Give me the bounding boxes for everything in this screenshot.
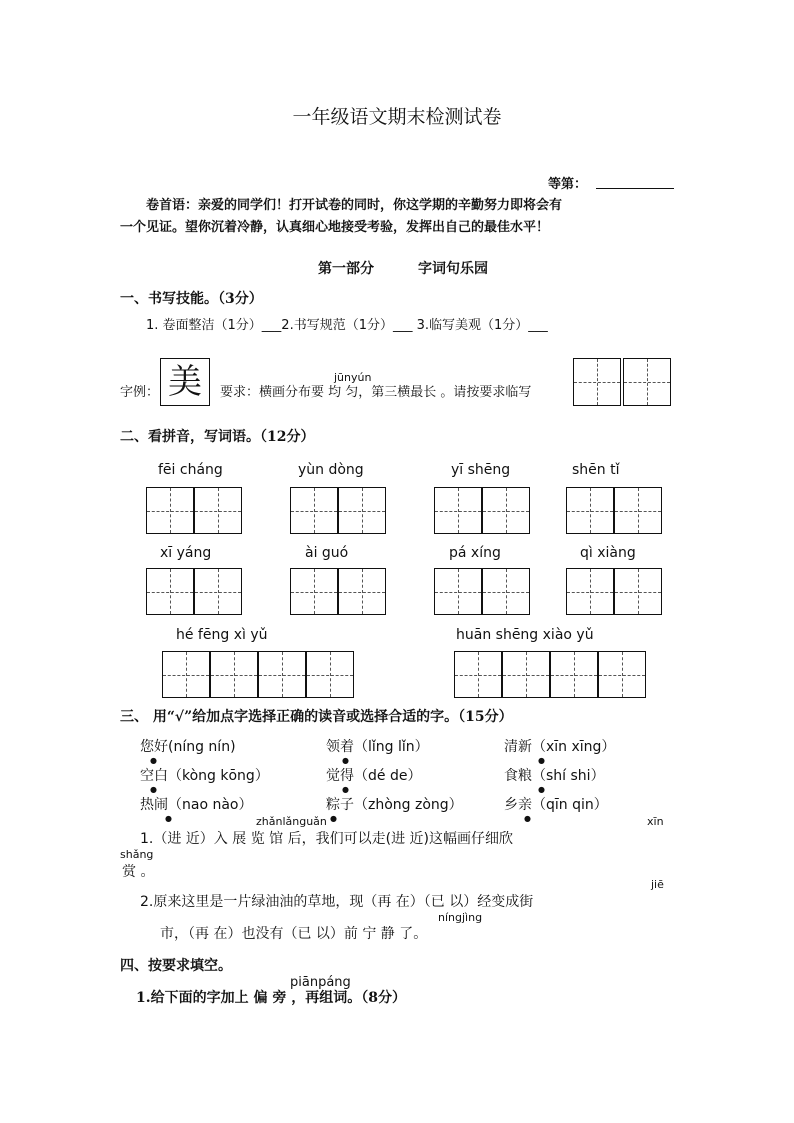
answer-box[interactable]	[598, 651, 646, 698]
emphasis-dot: ●	[538, 756, 545, 765]
sentence1-pinyin-end: xīn	[647, 815, 664, 828]
answer-box[interactable]	[482, 568, 530, 615]
choice-item: 空白（kòng kōng）	[140, 768, 269, 784]
answer-box[interactable]	[290, 568, 338, 615]
emphasis-dot: ●	[538, 785, 545, 794]
sentence-2-cont: 市，（再 在）也没有（已 以）前 宁 静 了。	[160, 926, 428, 942]
section1-heading: 一、书写技能。（3分）	[120, 291, 263, 307]
emphasis-dot: ●	[524, 814, 531, 823]
answer-box[interactable]	[434, 568, 482, 615]
pinyin-word: shēn tǐ	[572, 462, 620, 478]
section2-heading: 二、看拼音，写词语。（12分）	[120, 429, 315, 445]
answer-box[interactable]	[290, 487, 338, 534]
emphasis-dot: ●	[342, 785, 349, 794]
answer-box[interactable]	[434, 487, 482, 534]
choice-item: 热闹（nao nào）	[140, 797, 253, 813]
sentence-2: 2.原来这里是一片绿油油的草地，现（再 在）（已 以）经变成街	[140, 894, 534, 910]
answer-box[interactable]	[194, 568, 242, 615]
example-label: 字例：	[120, 385, 160, 400]
emphasis-dot: ●	[165, 814, 172, 823]
practice-box[interactable]	[573, 358, 621, 406]
sentence-1-cont: 赏 。	[122, 864, 155, 880]
answer-box[interactable]	[454, 651, 502, 698]
answer-box[interactable]	[338, 568, 386, 615]
pinyin-word: xī yáng	[160, 545, 212, 561]
grade-blank[interactable]	[596, 188, 674, 189]
answer-box[interactable]	[566, 568, 614, 615]
answer-box[interactable]	[566, 487, 614, 534]
answer-box[interactable]	[614, 487, 662, 534]
pinyin-word: pá xíng	[449, 545, 501, 561]
example-char-box: 美	[160, 358, 210, 406]
answer-box[interactable]	[482, 487, 530, 534]
answer-box[interactable]	[194, 487, 242, 534]
practice-box[interactable]	[623, 358, 671, 406]
pinyin-word: qì xiàng	[580, 545, 636, 561]
answer-box[interactable]	[306, 651, 354, 698]
emphasis-dot: ●	[330, 814, 337, 823]
pinyin-word: ài guó	[305, 545, 349, 561]
answer-box[interactable]	[146, 568, 194, 615]
answer-box[interactable]	[502, 651, 550, 698]
pinyin-word: yī shēng	[451, 462, 511, 478]
pinyin-word: fēi cháng	[158, 462, 223, 478]
answer-box[interactable]	[210, 651, 258, 698]
sentence2-cont-pinyin: níngjìng	[438, 911, 483, 924]
choice-item: 食粮（shí shi）	[504, 768, 605, 784]
intro-line-1: 卷首语：亲爱的同学们！打开试卷的同时，你这学期的辛勤努力即将会有	[146, 198, 563, 213]
answer-box[interactable]	[258, 651, 306, 698]
sentence1-pinyin: zhǎnlǎnguǎn	[256, 815, 327, 828]
choice-item: 您好(níng nín)	[140, 739, 236, 755]
answer-box[interactable]	[614, 568, 662, 615]
choice-item: 领着（lǐng lǐn）	[326, 739, 429, 755]
emphasis-dot: ●	[150, 756, 157, 765]
choice-item: 粽子（zhòng zòng）	[326, 797, 463, 813]
choice-item: 乡亲（qīn qin）	[504, 797, 608, 813]
choice-item: 觉得（dé de）	[326, 768, 422, 784]
section4-sub1-pinyin: piānpáng	[290, 975, 351, 990]
answer-box[interactable]	[146, 487, 194, 534]
pinyin-phrase: hé fēng xì yǔ	[176, 627, 268, 643]
answer-box[interactable]	[550, 651, 598, 698]
section1-items: 1. 卷面整洁（1分）___2.书写规范（1分）___ 3.临写美观（1分）___	[146, 318, 548, 333]
emphasis-dot: ●	[342, 756, 349, 765]
page-title: 一年级语文期末检测试卷	[292, 106, 502, 128]
example-requirement: 要求：横画分布要 均 匀，第三横最长 。请按要求临写	[220, 385, 532, 400]
grade-label: 等第：	[548, 177, 588, 192]
sentence2-pinyin-end: jiē	[651, 878, 664, 891]
req-pinyin: jūnyún	[334, 371, 372, 384]
part1-subtitle: 字词句乐园	[418, 261, 488, 277]
choice-item: 清新（xīn xīng）	[504, 739, 616, 755]
answer-box[interactable]	[162, 651, 210, 698]
sentence-1: 1.（进 近）入 展 览 馆 后，我们可以走(进 近)这幅画仔细欣	[140, 831, 513, 847]
answer-box[interactable]	[338, 487, 386, 534]
intro-line-2: 一个见证。望你沉着冷静，认真细心地接受考验，发挥出自己的最佳水平！	[120, 220, 550, 235]
part1-title: 第一部分	[318, 261, 374, 277]
sentence1-cont-pinyin: shǎng	[120, 848, 154, 861]
section3-heading: 三、 用“√”给加点字选择正确的读音或选择合适的字。（15分）	[120, 709, 513, 725]
section4-heading: 四、按要求填空。	[120, 958, 232, 974]
pinyin-word: yùn dòng	[298, 462, 364, 478]
section4-sub1: 1.给下面的字加上 偏 旁 ，再组词。（8分）	[136, 990, 406, 1006]
emphasis-dot: ●	[150, 785, 157, 794]
pinyin-phrase: huān shēng xiào yǔ	[456, 627, 594, 643]
